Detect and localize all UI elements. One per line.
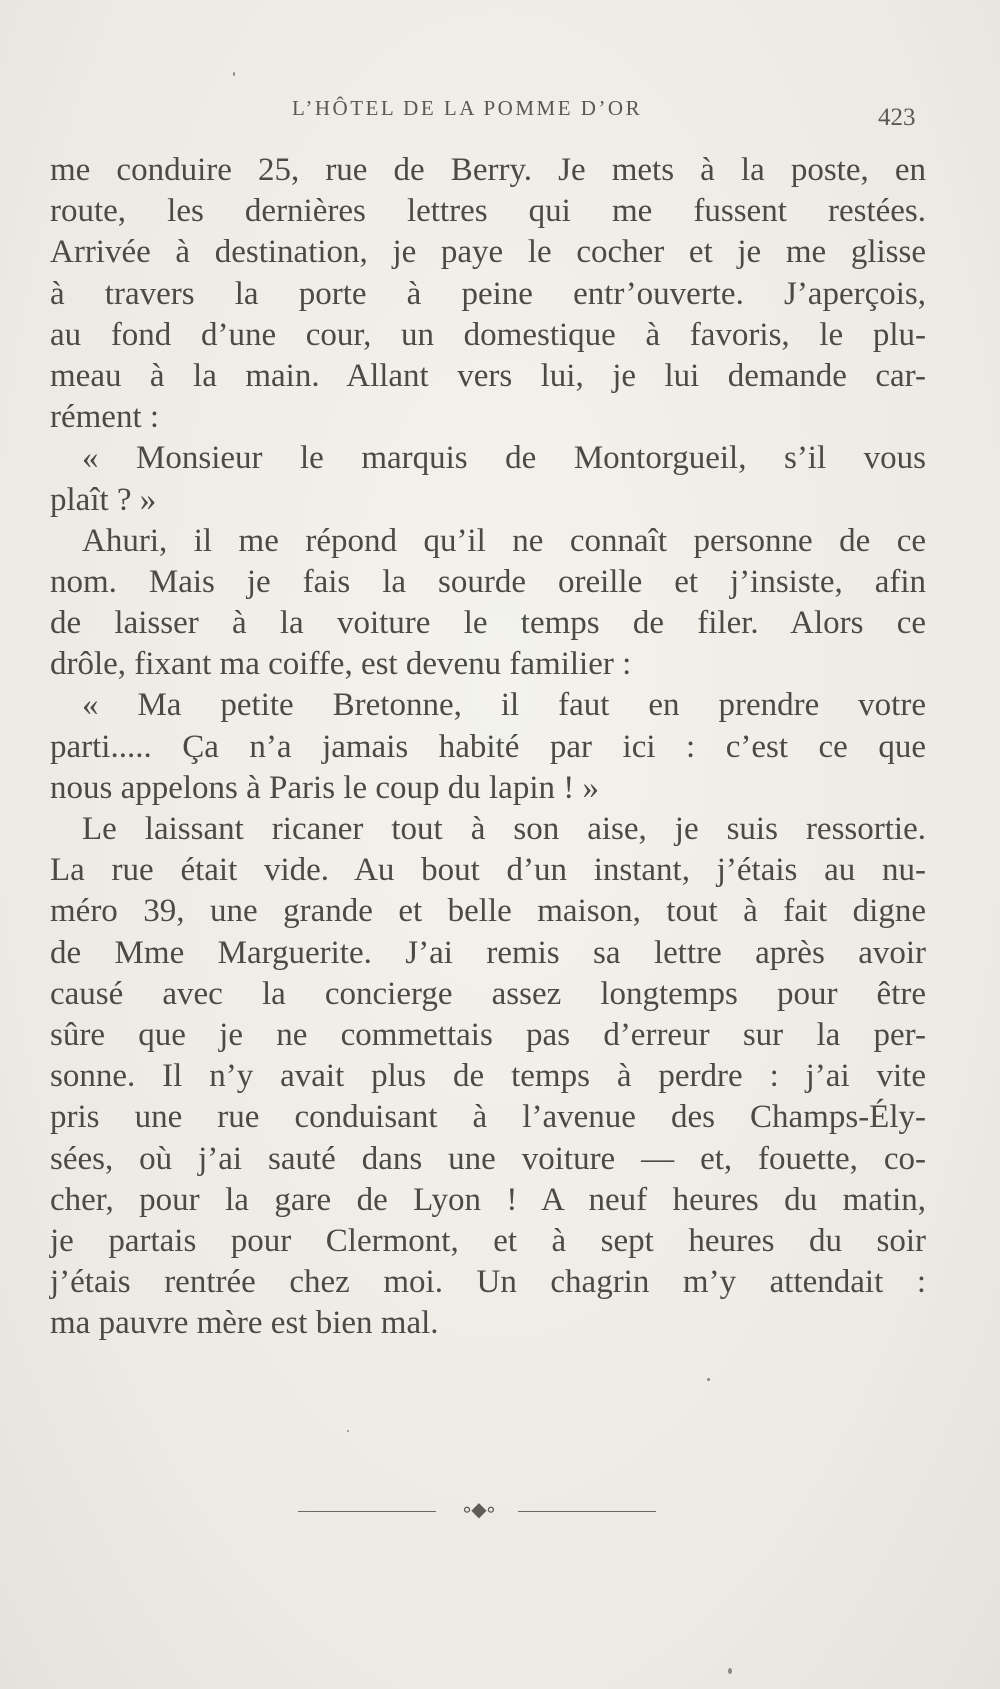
text-line: sées, où j’ai sauté dans une voiture — et, fouette, co- — [50, 1140, 926, 1177]
text-line: pris une rue conduisant à l’avenue des Champs-Ély- — [50, 1099, 926, 1136]
text-line: sonne. Il n’y avait plus de temps à perdre : j’ai vite — [50, 1058, 926, 1095]
paper-speck — [233, 72, 235, 76]
text-line: de Mme Marguerite. J’ai remis sa lettre après avoir — [50, 934, 926, 971]
paper-speck — [707, 1378, 710, 1381]
text-line: me conduire 25, rue de Berry. Je mets à la poste, en — [50, 152, 926, 188]
text-line: de laisser à la voiture le temps de filer. Alors ce — [50, 605, 926, 642]
fleuron-icon: ∘◆∘ — [460, 1497, 496, 1521]
text-line: cher, pour la gare de Lyon ! A neuf heures du matin, — [50, 1181, 926, 1218]
text-line: parti..... Ça n’a jamais habité par ici : c’est ce que — [50, 728, 926, 765]
text-line: route, les dernières lettres qui me fussent restées. — [50, 193, 926, 230]
ornament-rule-left — [298, 1511, 436, 1512]
text-line: je partais pour Clermont, et à sept heures du soir — [50, 1222, 926, 1259]
ornament-rule-right — [518, 1511, 656, 1512]
text-line: méro 39, une grande et belle maison, tout à fait digne — [50, 893, 926, 930]
page-number: 423 — [878, 104, 916, 131]
paper-speck — [728, 1668, 732, 1674]
text-line: Ahuri, il me répond qu’il ne connaît personne de ce — [82, 522, 926, 559]
paper-speck — [347, 1430, 349, 1432]
text-line: plaît ? » — [50, 481, 157, 518]
body-text — [50, 150, 926, 1344]
text-line: rément : — [50, 399, 160, 436]
text-line: causé avec la concierge assez longtemps pour être — [50, 975, 926, 1012]
fleuron-ornament — [298, 1497, 656, 1521]
text-line: j’étais rentrée chez moi. Un chagrin m’y attendait : — [50, 1264, 926, 1301]
text-line: « Ma petite Bretonne, il faut en prendre votre — [82, 687, 926, 724]
text-line: Arrivée à destination, je paye le cocher et je me glisse — [50, 234, 926, 271]
text-line: La rue était vide. Au bout d’un instant, j’étais au nu- — [50, 852, 926, 889]
running-title: L’HÔTEL DE LA POMME D’OR — [292, 96, 643, 120]
text-line: ma pauvre mère est bien mal. — [50, 1305, 439, 1342]
text-line: Le laissant ricaner tout à son aise, je suis ressortie. — [82, 811, 926, 847]
text-line: au fond d’une cour, un domestique à favoris, le plu- — [50, 316, 926, 353]
text-line: drôle, fixant ma coiffe, est devenu familier : — [50, 646, 632, 683]
text-line: à travers la porte à peine entr’ouverte. J’aperçois, — [50, 275, 926, 312]
text-line: « Monsieur le marquis de Montorgueil, s’il vous — [82, 440, 926, 477]
text-line: meau à la main. Allant vers lui, je lui demande car- — [50, 357, 926, 394]
text-line: nous appelons à Paris le coup du lapin ! » — [50, 769, 599, 806]
running-head — [0, 92, 1000, 132]
text-line: nom. Mais je fais la sourde oreille et j’insiste, afin — [50, 563, 926, 600]
text-line: sûre que je ne commettais pas d’erreur sur la per- — [50, 1016, 926, 1053]
